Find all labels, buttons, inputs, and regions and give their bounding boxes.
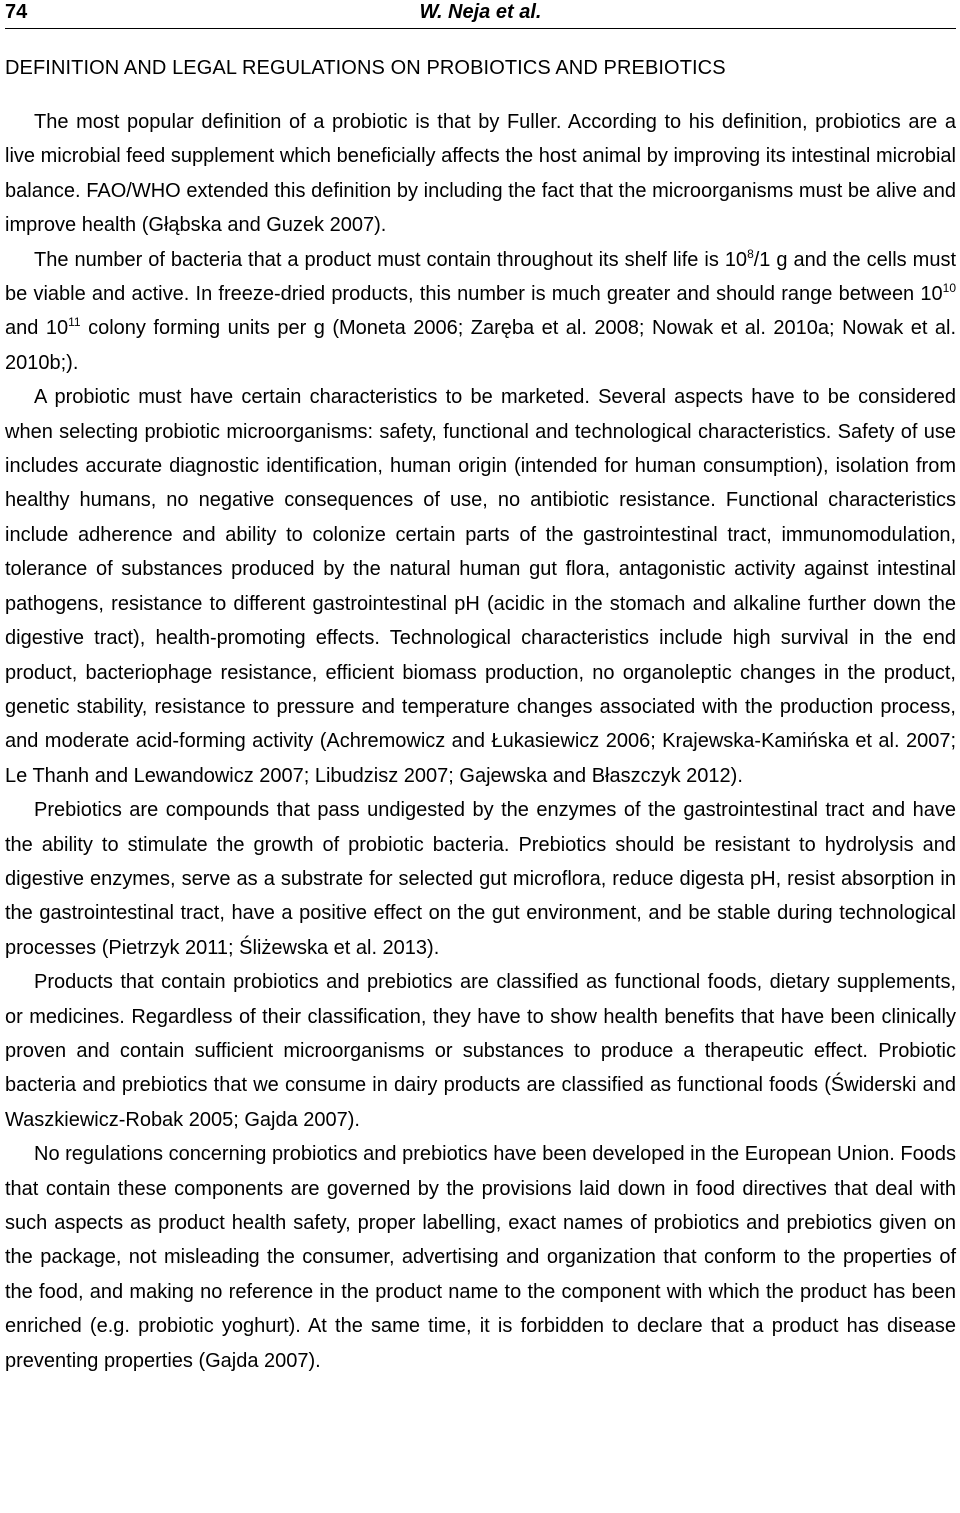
paragraph-bacteria-count [5,243,956,381]
text-run: and 10 [5,317,69,340]
page-number: 74 [5,1,28,23]
superscript-exponent: 10 [942,281,956,296]
paragraph-probiotic-characteristics: A probiotic must have certain characteristics to be marketed. Several aspects have to be considered when selecting probiotic microorganisms: safety, functional and technological characteristics. Safety of use includes accurate diagnostic identification, human origin (intended for human consumption), isolation from healthy humans, no negative consequences of use, no antibiotic resistance. Functional characteristics include adherence and ability to colonize certain parts of the gastrointestinal tract, immunomodulation, tolerance of substances produced by the natural human gut flora, antagonistic activity against intestinal pathogens, resistance to different gastrointestinal pH (acidic in the stomach and alkaline further down the digestive tract), health-promoting effects. Technological characteristics include high survival in the end product, bacteriophage resistance, efficient biomass production, no organoleptic changes in the product, genetic stability, resistance to pressure and temperature changes associated with the production process, and moderate acid-forming activity (Achremowicz and Łukasiewicz 2006; Krajewska-Kamińska et al. 2007; Le Thanh and Lewandowicz 2007; Libudzisz 2007; Gajewska and Błaszczyk 2012). [5,386,956,787]
text-run: colony forming units per g (Moneta 2006; Zaręba et al. 2008; Nowak et al. 2010a; Nowak et al. 2010b;). [5,317,957,374]
paragraph-probiotic-definition: The most popular definition of a probiotic is that by Fuller. According to his definition, probiotics are a live microbial feed supplement which beneficially affects the host animal by improving its intestinal microbial balance. FAO/WHO extended this definition by including the fact that the microorganisms must be alive and improve health (Głąbska and Guzek 2007). [5,111,956,237]
paragraph-functional-foods: Products that contain probiotics and prebiotics are classified as functional foods, dietary supplements, or medicines. Regardless of their classification, they have to show health benefits that have been clinically proven and contain sufficient microorganisms or substances to produce a therapeutic effect. Probiotic bacteria and prebiotics that we consume in dairy products are classified as functional foods (Świderski and Waszkiewicz-Robak 2005; Gajda 2007). [5,971,956,1131]
running-title: W. Neja et al. [419,1,542,23]
text-run: /1 g and the cells must be viable and active. In freeze-dried products, this number is much greater and should range between 10 [5,248,956,306]
document-page [5,0,956,1378]
superscript-exponent: 11 [68,315,81,330]
paragraph-eu-regulations: No regulations concerning probiotics and prebiotics have been developed in the European Union. Foods that contain these components are governed by the provisions laid down in food directives that deal with such aspects as product health safety, proper labelling, exact names of probiotics and prebiotics given on the package, not misleading the consumer, advertising and organization that conform to the properties of the food, and making no reference in the product name to the component with which the product has been enriched (e.g. probiotic yoghurt). At the same time, it is forbidden to declare that a product has disease preventing properties (Gajda 2007). [5,1143,956,1372]
text-run: The number of bacteria that a product must contain throughout its shelf life is 10 [34,248,748,271]
section-heading: DEFINITION AND LEGAL REGULATIONS ON PROBIOTICS AND PREBIOTICS [5,57,726,79]
superscript-exponent: 8 [747,246,754,261]
running-header [5,0,956,29]
paragraph-prebiotics: Prebiotics are compounds that pass undigested by the enzymes of the gastrointestinal tract and have the ability to stimulate the growth of probiotic bacteria. Prebiotics should be resistant to hydrolysis and digestive enzymes, serve as a substrate for selected gut microflora, reduce digesta pH, resist absorption in the gastrointestinal tract, have a positive effect on the gut environment, and be stable during technological processes (Pietrzyk 2011; Śliżewska et al. 2013). [5,799,956,959]
body-text [5,105,956,1378]
